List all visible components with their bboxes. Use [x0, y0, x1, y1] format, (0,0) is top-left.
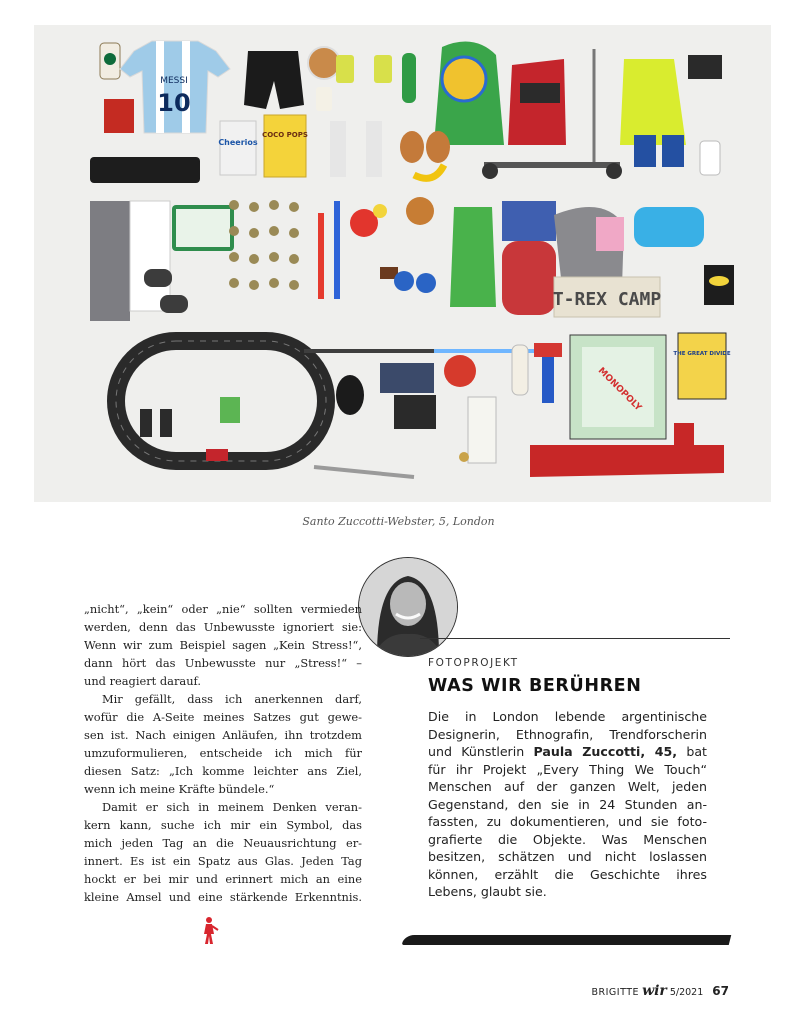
body-line: Mir gefällt, dass ich anerkennen darf,	[102, 692, 362, 706]
intro-name-bold: Paula Zuccotti, 45,	[533, 744, 678, 759]
monopoly-text: MONOPOLY	[595, 365, 644, 414]
body-line: mich jeden Tag an die Neuausrichtung er-	[84, 836, 362, 850]
footer-issue: 5/2021	[669, 987, 704, 998]
intro-line: besitzen, schätzen und nicht loslassen	[428, 849, 707, 864]
photo-caption: Santo Zuccotti-Webster, 5, London	[302, 515, 495, 528]
body-line: Damit er sich in meinem Denken veran-	[102, 800, 362, 814]
intro-line: Menschen auf der ganzen Welt, jeden	[428, 779, 707, 794]
body-line: „nicht“, „kein“ oder „nie“ sollten vermieden	[84, 602, 362, 616]
body-line: und reagiert darauf.	[84, 674, 201, 688]
body-line: hockt er bei mir und erinnert mich an eine	[84, 872, 362, 886]
body-line: sen ist. Nach einigen Anläufen, ihn trotzdem	[84, 728, 362, 742]
intro-line-prefix: und Künstlerin	[428, 744, 534, 759]
body-line: diesen Satz: „Ich komme leichter ans Ziel,	[84, 764, 362, 778]
intro-line: fassten, zu dokumentieren, und sie foto-	[428, 814, 707, 829]
body-line: kern kann, suche ich mir ein Symbol, das	[84, 818, 362, 832]
body-text-column	[84, 600, 362, 906]
trex-camp-sign-text: T-REX CAMP	[552, 289, 662, 310]
intro-line	[428, 743, 707, 761]
body-line: dann hört das Unbewusste nur „Stress!“ –	[84, 656, 362, 670]
page-number: 67	[712, 984, 729, 998]
intro-line: können, erzählt die Geschichte ihres	[428, 866, 707, 882]
intro-line: Designerin, Ethnografin, Trendforscherin	[428, 726, 707, 742]
footer-brand: BRIGITTE	[591, 987, 640, 998]
body-line: wofür die A-Seite meines Satzes gut gewe-	[84, 710, 362, 724]
body-line: Wenn wir zum Beispiel sagen „Kein Stress!“,	[84, 638, 362, 652]
intro-line: für ihr Projekt „Every Thing We Touch“	[428, 761, 707, 777]
intro-line: Die in London lebende argentinische	[428, 709, 707, 724]
footer-wir-logo: wir	[642, 983, 667, 999]
sidebar-headline: WAS WIR BERÜHREN	[428, 676, 642, 696]
end-mark-figure-icon	[198, 916, 220, 950]
photo-illustration	[34, 25, 771, 502]
end-mark-figure-svg	[198, 916, 220, 946]
book-title-text: THE GREAT DIVIDE	[673, 351, 731, 357]
cereal-box-1-text: Cheerios	[218, 138, 258, 147]
body-line: umzuformulieren, entscheide ich mich für	[84, 746, 362, 760]
body-line: werden, denn das Unbewusste ignoriert sie:	[84, 620, 362, 634]
author-portrait	[358, 557, 458, 657]
sidebar-intro	[428, 708, 707, 901]
body-line: innert. Es ist ein Spatz aus Glas. Jeden Tag	[84, 854, 362, 868]
jersey-number-text: 10	[157, 89, 191, 117]
section-kicker: FOTOPROJEKT	[428, 657, 519, 669]
body-line: wenn ich meine Kräfte bündele.“	[84, 782, 275, 796]
intro-line-suffix: bat	[677, 744, 707, 759]
sidebar-bottom-bar	[402, 935, 731, 945]
intro-line: Lebens, glaubt sie.	[428, 884, 547, 899]
intro-line: Gegenstand, den sie in 24 Stunden an-	[428, 796, 707, 812]
sidebar-top-rule	[420, 638, 730, 639]
knolling-photo	[34, 25, 771, 502]
portrait-illustration	[359, 558, 457, 656]
page-footer	[592, 983, 730, 999]
intro-line: grafierte die Objekte. Was Menschen	[428, 831, 707, 847]
cereal-box-2-text: COCO POPS	[262, 131, 308, 139]
body-line: kleine Amsel und eine stärkende Erkenntnis.	[84, 890, 362, 904]
jersey-name-text: MESSI	[160, 76, 188, 86]
